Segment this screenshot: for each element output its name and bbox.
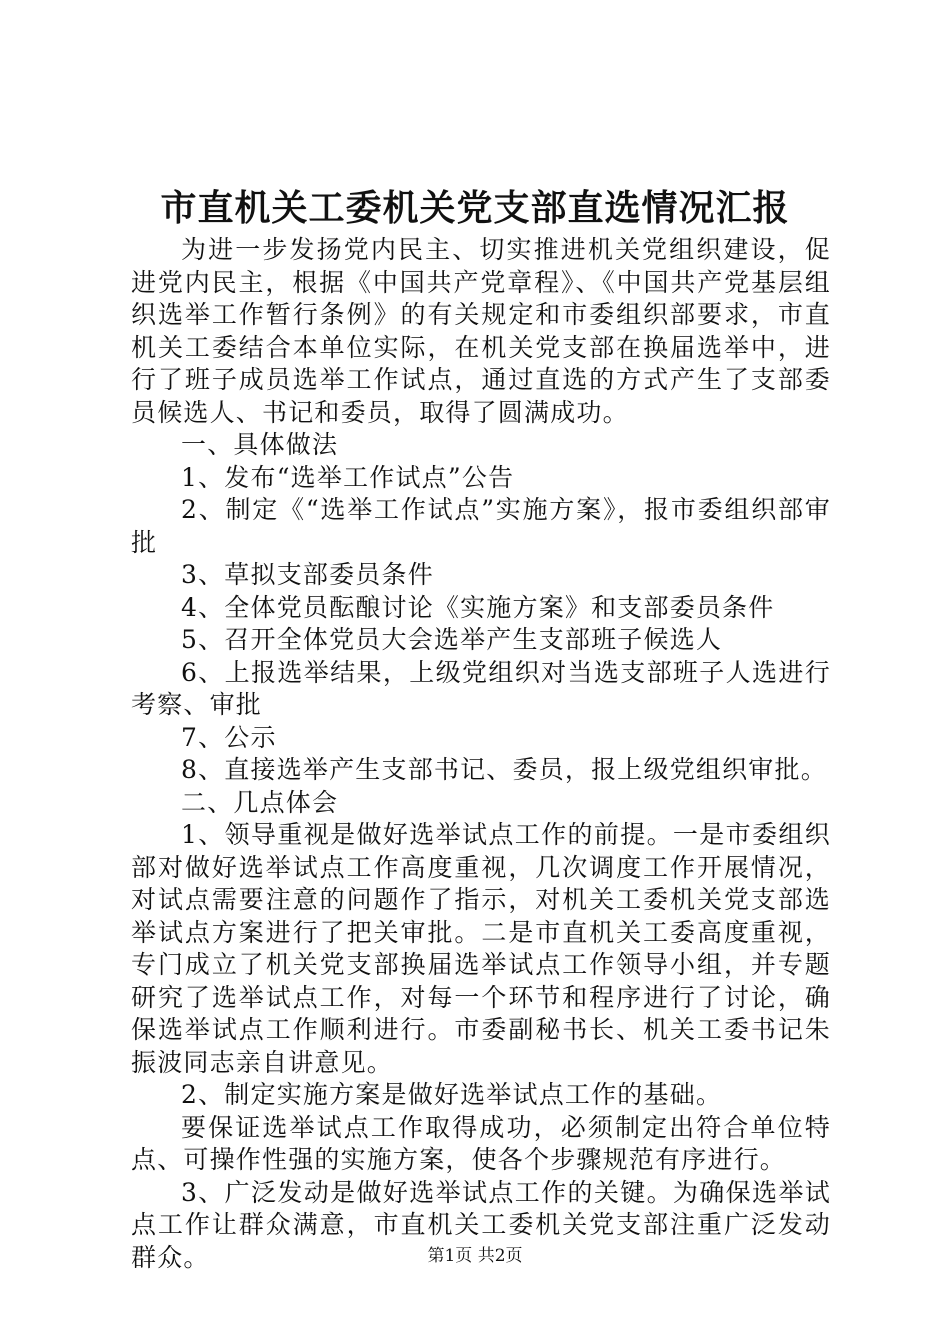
list-item: 6、上报选举结果，上级党组织对当选支部班子人选进行考察、审批 <box>131 657 831 719</box>
page-number-footer: 第1页 共2页 <box>427 1246 523 1266</box>
paragraph-experience-1: 1、领导重视是做好选举试点工作的前提。一是市委组织部对做好选举试点工作高度重视，几次调度工作开展情况，对试点需要注意的问题作了指示，对机关工委机关党支部选举试点方案进行了把关审批。二是市直机关工委高度重视，专门成立了机关党支部换届选举试点工作领导小组，并专题研究了选举试点工作，对每一个环节和程序进行了讨论，确保选举试点工作顺利进行。市委副秘书长、机关工委书记朱振波同志亲自讲意见。 <box>131 820 831 1077</box>
document-body <box>131 234 831 1274</box>
list-item: 3、草拟支部委员条件 <box>181 560 434 589</box>
paragraph-experience-2: 2、制定实施方案是做好选举试点工作的基础。 <box>181 1080 723 1109</box>
section-heading-experience: 二、几点体会 <box>181 787 339 817</box>
list-item: 7、公示 <box>181 722 277 752</box>
list-item: 2、制定《“选举工作试点”实施方案》，报市委组织部审批 <box>131 495 831 557</box>
list-item: 5、召开全体党员大会选举产生支部班子候选人 <box>181 625 723 654</box>
paragraph-intro: 为进一步发扬党内民主、切实推进机关党组织建设，促进党内民主，根据《中国共产党章程》、《中国共产党基层组织选举工作暂行条例》的有关规定和市委组织部要求，市直机关工委结合本单位实际，在机关党支部在换届选举中，进行了班子成员选举工作试点，通过直选的方式产生了支部委员候选人、书记和委员，取得了圆满成功。 <box>131 235 831 427</box>
paragraph-experience-3: 3、广泛发动是做好选举试点工作的关键。为确保选举试点工作让群众满意，市直机关工委机关党支部注重广泛发动群众。 <box>131 1177 831 1272</box>
document-title: 市直机关工委机关党支部直选情况汇报 <box>160 187 790 229</box>
section-heading-methods: 一、具体做法 <box>181 430 339 459</box>
list-item: 1、发布“选举工作试点”公告 <box>181 462 515 492</box>
list-item: 4、全体党员酝酿讨论《实施方案》和支部委员条件 <box>181 592 775 622</box>
list-item: 8、直接选举产生支部书记、委员，报上级党组织审批。 <box>181 755 827 784</box>
paragraph-experience-2-detail: 要保证选举试点工作取得成功，必须制定出符合单位特点、可操作性强的实施方案，使各个步骤规范有序进行。 <box>131 1112 831 1174</box>
